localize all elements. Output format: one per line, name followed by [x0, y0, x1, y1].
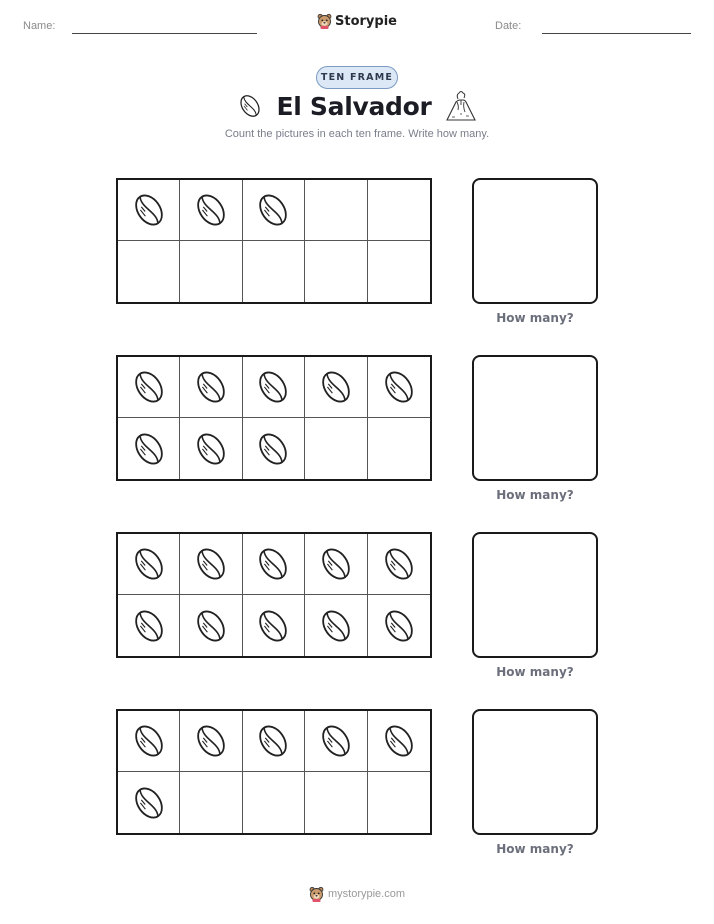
date-line[interactable]	[542, 33, 691, 34]
ten-frame-cell	[305, 534, 367, 595]
ten-frame-cell	[180, 180, 242, 241]
coffee-bean-icon	[129, 544, 169, 584]
coffee-bean-icon	[253, 721, 293, 761]
ten-frame-cell	[180, 772, 242, 833]
ten-frame-cell	[118, 357, 180, 418]
coffee-bean-icon	[129, 429, 169, 469]
coffee-bean-icon	[316, 721, 356, 761]
ten-frame-cell	[243, 241, 305, 302]
ten-frame-3	[116, 532, 432, 658]
coffee-bean-icon	[253, 606, 293, 646]
coffee-bean-icon	[236, 91, 264, 121]
ten-frame-1	[116, 178, 432, 304]
coffee-bean-icon	[129, 783, 169, 823]
ten-frame-cell	[243, 595, 305, 656]
coffee-bean-icon	[129, 367, 169, 407]
coffee-bean-icon	[253, 544, 293, 584]
ten-frame-cell	[243, 180, 305, 241]
ten-frame-cell	[180, 418, 242, 479]
ten-frame-cell	[118, 711, 180, 772]
date-label: Date:	[495, 20, 522, 32]
coffee-bean-icon	[129, 721, 169, 761]
ten-frame-cell	[305, 357, 367, 418]
how-many-label-1: How many?	[496, 311, 574, 325]
ten-frame-cell	[118, 595, 180, 656]
ten-frame-cell	[368, 180, 430, 241]
ten-frame-cell	[180, 595, 242, 656]
how-many-label-4: How many?	[496, 842, 574, 856]
ten-frame-cell	[368, 534, 430, 595]
ten-frame-cell	[180, 534, 242, 595]
coffee-bean-icon	[316, 544, 356, 584]
ten-frame-2	[116, 355, 432, 481]
coffee-bean-icon	[379, 544, 419, 584]
bear-logo-icon	[309, 886, 324, 902]
coffee-bean-icon	[253, 190, 293, 230]
coffee-bean-icon	[191, 367, 231, 407]
footer	[0, 886, 714, 902]
coffee-bean-icon	[191, 544, 231, 584]
ten-frame-cell	[180, 357, 242, 418]
ten-frame-cell	[368, 595, 430, 656]
coffee-bean-icon	[191, 721, 231, 761]
coffee-bean-icon	[379, 367, 419, 407]
ten-frame-cell	[368, 711, 430, 772]
ten-frame-4	[116, 709, 432, 835]
ten-frame-cell	[243, 418, 305, 479]
ten-frame-cell	[368, 418, 430, 479]
answer-box-3[interactable]	[472, 532, 598, 658]
ten-frame-cell	[368, 241, 430, 302]
ten-frame-cell	[118, 534, 180, 595]
ten-frame-cell	[118, 241, 180, 302]
ten-frame-badge: TEN FRAME	[316, 66, 398, 89]
coffee-bean-icon	[191, 429, 231, 469]
coffee-bean-icon	[316, 367, 356, 407]
ten-frame-cell	[368, 357, 430, 418]
ten-frame-cell	[118, 772, 180, 833]
ten-frame-cell	[180, 241, 242, 302]
footer-url: mystorypie.com	[327, 888, 406, 900]
answer-box-2[interactable]	[472, 355, 598, 481]
name-line[interactable]	[72, 33, 257, 34]
ten-frame-cell	[118, 418, 180, 479]
brand	[0, 13, 714, 29]
coffee-bean-icon	[316, 606, 356, 646]
ten-frame-cell	[243, 534, 305, 595]
ten-frame-cell	[243, 772, 305, 833]
answer-box-1[interactable]	[472, 178, 598, 304]
ten-frame-cell	[118, 180, 180, 241]
coffee-bean-icon	[191, 606, 231, 646]
ten-frame-cell	[305, 595, 367, 656]
ten-frame-cell	[305, 241, 367, 302]
ten-frame-cell	[368, 772, 430, 833]
page-title: El Salvador	[276, 91, 432, 121]
coffee-bean-icon	[253, 429, 293, 469]
coffee-bean-icon	[129, 190, 169, 230]
answer-box-4[interactable]	[472, 709, 598, 835]
ten-frame-cell	[305, 772, 367, 833]
ten-frame-cell	[243, 357, 305, 418]
coffee-bean-icon	[379, 721, 419, 761]
ten-frame-cell	[305, 418, 367, 479]
coffee-bean-icon	[129, 606, 169, 646]
how-many-label-2: How many?	[496, 488, 574, 502]
instructions: Count the pictures in each ten frame. Write how many.	[224, 128, 490, 140]
coffee-bean-icon	[379, 606, 419, 646]
coffee-bean-icon	[191, 190, 231, 230]
how-many-label-3: How many?	[496, 665, 574, 679]
name-label: Name:	[23, 20, 56, 32]
ten-frame-cell	[180, 711, 242, 772]
ten-frame-cell	[243, 711, 305, 772]
volcano-icon	[444, 90, 478, 122]
bear-logo-icon	[317, 13, 332, 29]
coffee-bean-icon	[253, 367, 293, 407]
title-row	[0, 90, 714, 122]
ten-frame-cell	[305, 180, 367, 241]
brand-name: Storypie	[335, 13, 397, 29]
ten-frame-cell	[305, 711, 367, 772]
